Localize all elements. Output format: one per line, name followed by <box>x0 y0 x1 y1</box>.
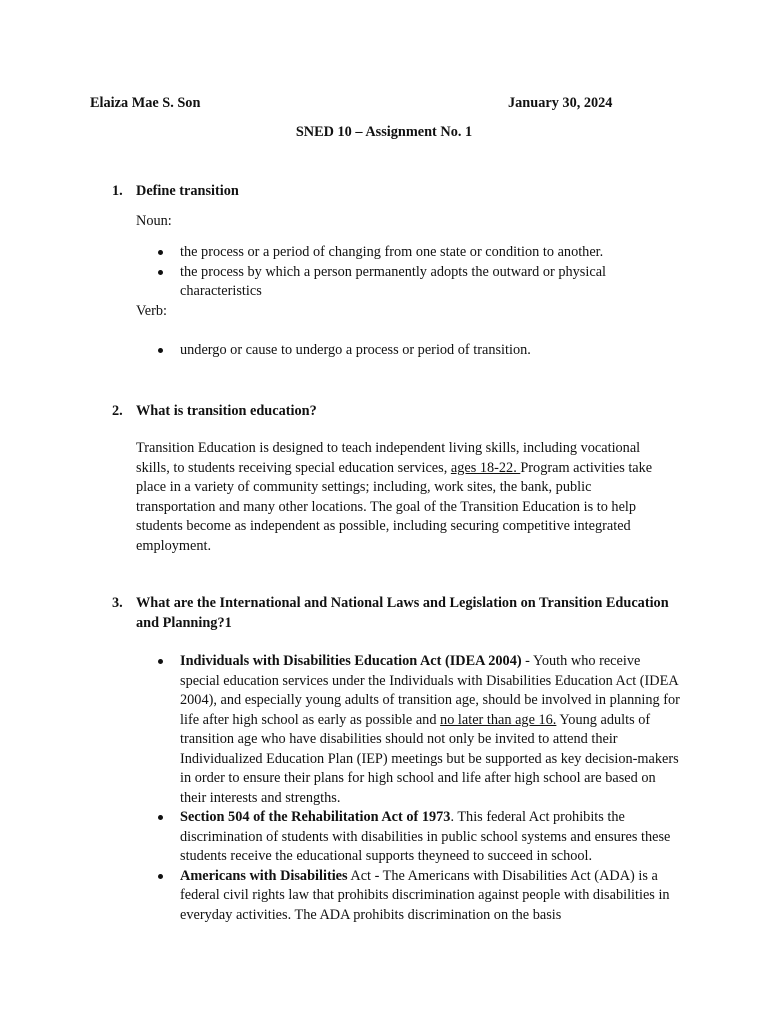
law-description: - Youth who receive special education services under the Individuals with Disabilities Education Act (IDEA 2004), and especially young adults of transition age, should be involved in planning for life after high school as early as possible and <box>180 653 680 728</box>
list-item <box>136 867 682 926</box>
law-description: Young adults of transition age who have disabilities should not only be invited to attend their Individualized Education Plan (IEP) meetings but be supported as key decision-makers in order to ensure their plans for high school and life after high school are based on their interests and strengths. <box>180 711 679 806</box>
list-item: undergo or cause to undergo a process or period of transition. <box>136 341 682 361</box>
noun-definition-list <box>136 243 682 302</box>
list-item: the process or a period of changing from one state or condition to another. <box>136 243 682 263</box>
question-3-number: 3. <box>112 595 123 611</box>
document-title: SNED 10 – Assignment No. 1 <box>295 124 473 140</box>
law-name: Individuals with Disabilities Education Act (IDEA 2004) <box>180 653 522 669</box>
verb-definition-list <box>136 341 682 361</box>
answer-underlined-text: ages 18-22. <box>450 459 521 476</box>
law-description: . This federal Act prohibits the discrimination of students with disabilities in public school systems and ensures these students receive the educational supports theyneed to succeed in school. <box>180 809 671 864</box>
question-2-answer <box>136 439 672 556</box>
law-description: Act - The Americans with Disabilities Act (ADA) is a federal civil rights law that prohibits discrimination against people with disabilities in everyday activities. The ADA prohibits discrimination on the basis <box>180 867 670 923</box>
list-item <box>136 652 682 808</box>
laws-list <box>136 652 682 925</box>
law-underlined-text: no later than age 16. <box>440 711 557 728</box>
noun-label: Noun: <box>136 213 172 229</box>
question-2-heading: What is transition education? <box>136 403 317 419</box>
document-date: January 30, 2024 <box>508 95 613 111</box>
answer-text: Transition Education is designed to teach independent living skills, including vocational skills, to students receiving special education services, <box>136 440 641 476</box>
list-item <box>136 808 682 867</box>
question-1-number: 1. <box>112 183 123 199</box>
answer-text: Program activities take place in a variety of community settings; including, work sites, the bank, public transportation and many other locations. The goal of the Transition Education is to help students become as independent as possible, including securing competitive integrated employment. <box>136 459 653 554</box>
verb-label: Verb: <box>136 303 167 319</box>
question-2-number: 2. <box>112 403 123 419</box>
list-item: the process by which a person permanently adopts the outward or physical characteristics <box>136 263 682 302</box>
author-name: Elaiza Mae S. Son <box>90 95 201 111</box>
law-name: Section 504 of the Rehabilitation Act of 1973 <box>180 809 451 825</box>
question-1-heading: Define transition <box>136 183 239 199</box>
question-3-heading: What are the International and National Laws and Legislation on Transition Education and Planning?1 <box>136 595 669 631</box>
law-name: Americans with Disabilities <box>180 867 348 884</box>
